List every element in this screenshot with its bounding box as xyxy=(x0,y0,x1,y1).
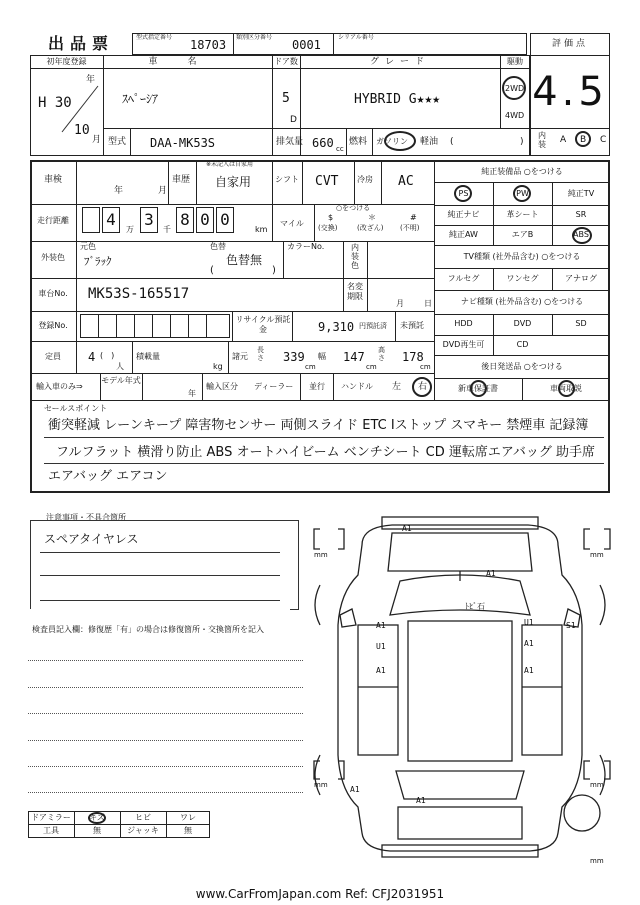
shift-label: シフト xyxy=(275,175,299,184)
score-label: 評価点 xyxy=(551,39,588,49)
inspection-label: 車検 xyxy=(43,175,62,185)
inspection-year: 年 xyxy=(114,186,124,196)
displacement-label: 排気量 xyxy=(276,137,304,147)
shift-value: CVT xyxy=(315,174,339,189)
mileage-dollar: $ xyxy=(328,213,334,222)
equip-pw: PW xyxy=(516,189,529,198)
light-oil-label: 軽油 xyxy=(420,137,439,147)
first-reg-year: H 30 xyxy=(38,95,72,111)
interior-b: B xyxy=(580,135,587,145)
acc-hibi: ヒビ xyxy=(135,813,151,822)
diagram-mark-left-front-door: A1 xyxy=(376,621,386,630)
score-value: 4.5 xyxy=(532,69,608,115)
recycle-unpaid: 未預託 xyxy=(400,321,424,330)
mileage-unknown: (不明) xyxy=(400,224,420,232)
handle-left: 左 xyxy=(392,382,402,392)
equip-genuine-tv: 純正TV xyxy=(567,189,595,198)
capacity-label: 定員 xyxy=(45,352,61,361)
diagram-mark-front-bumper: A1 xyxy=(402,524,412,533)
mileage-exchange: (交換) xyxy=(318,224,338,232)
navi-type-header: ナビ種類 (社外品含む) ○をつける xyxy=(460,297,584,306)
first-reg-label: 初年度登録 xyxy=(46,57,87,66)
month-unit: 月 xyxy=(92,135,102,145)
mileage-km: km xyxy=(255,225,268,234)
interior-label: 内装 xyxy=(538,131,546,149)
length-label: 長さ xyxy=(257,346,264,362)
acc-ware: ワレ xyxy=(180,813,196,822)
mileage-star: ＊ xyxy=(368,213,376,222)
equip-leather: 革シート xyxy=(506,210,539,219)
mileage-digit-5: 0 xyxy=(220,210,230,229)
mileage-circle-note: ○をつける xyxy=(336,204,371,212)
acc-jack: ジャッキ xyxy=(127,826,159,835)
drive-label: 駆動 xyxy=(507,57,523,66)
capacity-value: 4 xyxy=(88,350,96,364)
color-label: 外装色 xyxy=(41,253,65,262)
handle-right: 右 xyxy=(418,382,428,392)
aircon-value: AC xyxy=(398,174,414,189)
drive-2wd-circle xyxy=(502,76,526,100)
navi-sd: SD xyxy=(575,319,587,328)
doors-label: ドア数 xyxy=(274,57,298,66)
doc-manual-circle xyxy=(558,380,575,397)
orig-color-label: 元色 xyxy=(80,242,96,251)
width-cm: cm xyxy=(366,363,377,371)
expiry-month: 月 xyxy=(396,299,404,308)
diagram-mark-hood: A1 xyxy=(486,569,496,578)
capacity-paren: ( ) xyxy=(100,351,115,360)
category-value: 0001 xyxy=(292,38,321,52)
load-label: 積載量 xyxy=(136,352,160,361)
mileage-sen: 千 xyxy=(163,225,171,234)
interior-c: C xyxy=(600,135,607,145)
import-parallel: 並行 xyxy=(309,382,325,391)
model-designation-label: 型式指定番号 xyxy=(136,34,173,41)
navi-dvd-player: DVD再生可 xyxy=(442,340,485,349)
mileage-altered: (改ざん) xyxy=(357,224,384,232)
mileage-digit-3: 8 xyxy=(180,210,190,229)
cc-unit: cc xyxy=(336,145,344,153)
mileage-digit-1: 4 xyxy=(106,210,116,229)
history-label: 車歴 xyxy=(172,175,191,185)
equip-ps-circle xyxy=(454,185,472,202)
inspector-label: 検査員記入欄：修復歴「有」の場合は修復箇所・交換箇所を記入 xyxy=(32,625,264,634)
interior-color-label: 内装色 xyxy=(351,243,359,270)
displacement-value: 660 xyxy=(312,136,334,150)
navi-dvd: DVD xyxy=(513,319,532,328)
orig-color-value: ﾌﾞﾗｯｸ xyxy=(84,255,112,268)
import-year: 年 xyxy=(188,389,196,398)
documents-header: 後日発送品 ○をつける xyxy=(481,362,563,371)
notes-line-1: スペアタイヤレス xyxy=(44,532,139,546)
type-label: 型式 xyxy=(108,137,127,147)
tv-fullseg: フルセグ xyxy=(447,274,480,283)
first-reg-month: 10 xyxy=(74,123,90,138)
registration-label: 登録No. xyxy=(38,321,68,330)
recycle-label: リサイクル預託金 xyxy=(235,315,291,334)
recycle-value: 9,310 xyxy=(318,320,355,334)
diagram-mark-rear-bumper: A1 xyxy=(416,796,426,805)
mm-front-right: mm xyxy=(590,551,604,559)
interior-b-circle xyxy=(575,131,591,147)
capacity-unit: 人 xyxy=(116,362,124,371)
handle-right-circle xyxy=(412,377,432,397)
import-dealer: ディーラー xyxy=(254,382,294,391)
year-unit: 年 xyxy=(86,75,96,85)
color-paren-open: ( xyxy=(210,265,214,276)
acc-mirror-circle xyxy=(88,812,106,824)
diagram-mark-left-rear: A1 xyxy=(350,785,360,794)
acc-mirror-value: キズ xyxy=(89,813,105,822)
doc-warranty: 新車保証書 xyxy=(458,384,498,393)
tv-type-header: TV種類 (社外品含む) ○をつける xyxy=(463,252,581,261)
expiry-day: 日 xyxy=(424,299,432,308)
height-label: 高さ xyxy=(378,346,385,362)
sales-point-line-2: フルフラット 横滑り防止 ABS オートハイビーム ベンチシート CD 運転席エアバッグ 助手席 xyxy=(56,445,595,460)
aircon-label: 冷房 xyxy=(357,175,373,184)
diagram-mark-left-front-door-2: U1 xyxy=(376,642,386,651)
doc-manual: 車両取説 xyxy=(550,384,582,393)
equip-genuine-aw: 純正AW xyxy=(449,230,478,239)
navi-cd: CD xyxy=(516,340,529,349)
serial-label: シリアル番号 xyxy=(338,34,374,41)
sales-points-label: セールスポイント xyxy=(44,404,108,413)
change-color-label: 色替 xyxy=(210,242,226,251)
doc-warranty-circle xyxy=(470,380,487,397)
inspection-month: 月 xyxy=(158,186,168,196)
mm-rear-left: mm xyxy=(314,781,328,789)
handle-label: ハンドル xyxy=(341,382,373,391)
diagram-mark-left-rear-door: A1 xyxy=(376,666,386,675)
diagram-mark-right-front-door: U1 xyxy=(524,618,534,627)
import-class-label: 輸入区分 xyxy=(206,382,238,391)
interior-a: A xyxy=(560,135,567,145)
equip-abs: ABS xyxy=(573,230,589,239)
acc-jack-value: 無 xyxy=(184,826,192,835)
color-no-label: カラーNo. xyxy=(287,242,325,251)
car-damage-diagram xyxy=(300,515,640,875)
grade-label: グレード xyxy=(369,57,430,67)
fuel-value: ガソリン xyxy=(376,137,408,146)
sheet-title: 出品票 xyxy=(48,34,115,53)
diagram-mark-right-fender: S1 xyxy=(566,621,576,630)
doors-value: 5 xyxy=(282,91,290,106)
width-label: 幅 xyxy=(318,352,326,361)
model-year-label: モデル年式 xyxy=(101,376,141,385)
mileage-digit-2: 3 xyxy=(144,210,154,229)
acc-mirror: ドアミラー xyxy=(31,813,71,822)
equip-genuine-navi: 純正ナビ xyxy=(447,210,480,219)
diagram-mark-right-front-door-2: A1 xyxy=(524,639,534,648)
acc-tools-value: 無 xyxy=(93,826,101,835)
dims-label: 諸元 xyxy=(232,352,248,361)
equip-pw-circle xyxy=(513,185,531,202)
acc-tools: 工具 xyxy=(43,826,59,835)
history-value: 自家用 xyxy=(215,175,252,189)
color-paren-close: ) xyxy=(272,265,276,276)
drive-4wd: 4WD xyxy=(505,111,525,120)
tv-oneseg: ワンセグ xyxy=(506,274,539,283)
car-name-value: ｽﾍﾟｰｼｱ xyxy=(122,92,159,106)
length-value: 339 xyxy=(283,350,305,364)
mileage-man: 万 xyxy=(126,225,134,234)
category-label: 類別区分番号 xyxy=(236,34,273,41)
width-value: 147 xyxy=(343,350,365,364)
sales-point-line-3: エアバッグ エアコン xyxy=(48,469,168,484)
chassis-label: 車台No. xyxy=(38,289,68,298)
fuel-circle xyxy=(384,131,416,151)
history-note: ※未記入は自家用 xyxy=(206,161,254,168)
chassis-value: MK53S-165517 xyxy=(88,286,190,302)
mm-rear-right: mm xyxy=(590,781,604,789)
fuel-paren-open: ( xyxy=(450,137,454,147)
type-value: DAA-MK53S xyxy=(150,136,216,150)
change-color-value: 色替無 xyxy=(226,253,263,267)
name-change-expiry-label: 名変期限 xyxy=(347,282,363,301)
mm-front-left: mm xyxy=(314,551,328,559)
height-value: 178 xyxy=(402,350,424,364)
import-label: 輸入車のみ⇒ xyxy=(36,382,83,391)
model-designation-value: 18703 xyxy=(190,38,227,52)
drive-2wd: 2WD xyxy=(505,84,525,93)
door-suffix: D xyxy=(290,115,297,125)
equip-ps: PS xyxy=(458,189,469,198)
diagram-mark-windshield: ﾄﾋﾞ石 xyxy=(465,602,485,611)
notes-label: 注意事項・不具合箇所 xyxy=(46,513,126,522)
footer-ref: www.CarFromJapan.com Ref: CFJ2031951 xyxy=(195,887,445,901)
sales-point-line-1: 衝突軽減 レーンキープ 障害物センサー 両側スライド ETC Iストップ スマキー 禁煙車 記録簿 xyxy=(48,418,589,433)
equip-airbag: エアB xyxy=(511,230,534,239)
fuel-paren-close: ) xyxy=(520,137,524,147)
tv-analog: アナログ xyxy=(565,274,597,283)
mileage-hash: # xyxy=(410,213,417,222)
equip-abs-circle xyxy=(572,227,592,244)
diagram-mark-right-rear-door: A1 xyxy=(524,666,534,675)
genuine-equipment-header: 純正装備品 ○をつける xyxy=(481,167,563,176)
mileage-mile: マイル xyxy=(280,219,304,228)
car-name-label: 車名 xyxy=(148,57,227,67)
load-kg: kg xyxy=(213,362,223,371)
mileage-label: 走行距離 xyxy=(37,216,69,225)
navi-hdd: HDD xyxy=(454,319,473,328)
height-cm: cm xyxy=(420,363,431,371)
equip-sr: SR xyxy=(575,210,587,219)
grade-value: HYBRID G★★★ xyxy=(354,92,441,107)
length-cm: cm xyxy=(305,363,316,371)
fuel-label: 燃料 xyxy=(349,137,368,147)
mileage-digit-4: 0 xyxy=(200,210,210,229)
mm-spare: mm xyxy=(590,857,604,865)
recycle-unit: 円預託済 xyxy=(359,322,387,330)
